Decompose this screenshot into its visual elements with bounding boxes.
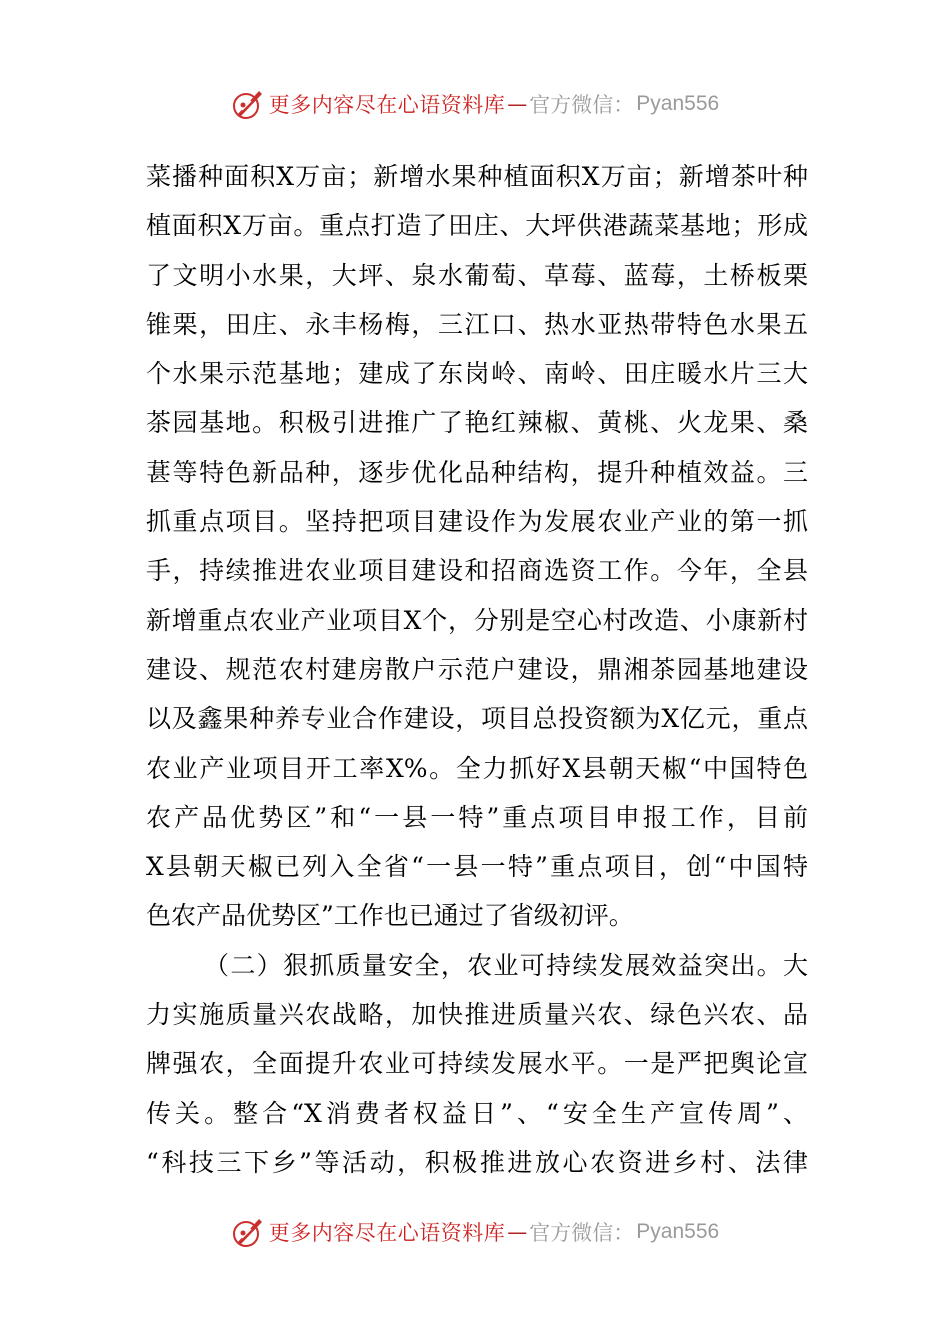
quill-pen-icon [231, 1215, 265, 1249]
text-line: 锥栗，田庄、永丰杨梅，三江口、热水亚热带特色水果五 [146, 309, 808, 339]
text-line: 建设、规范农村建房散户示范户建设，鼎湘茶园基地建设 [146, 654, 808, 684]
text-line: 菜播种面积X万亩；新增水果种植面积X万亩；新增茶叶种 [146, 162, 808, 191]
text-line: 个水果示范基地；建成了东岗岭、南岭、田庄暖水片三大 [146, 359, 808, 389]
text-line: 农产品优势区”和“一县一特”重点项目申报工作，目前 [146, 802, 808, 832]
text-line: “科技三下乡”等活动，积极推进放心农资进乡村、法律 [146, 1147, 808, 1177]
watermark-site-text: 更多内容尽在心语资料库 [268, 1221, 506, 1245]
quill-pen-icon [231, 87, 265, 121]
document-body [146, 152, 808, 1187]
watermark-site-text: 更多内容尽在心语资料库 [268, 93, 506, 117]
watermark-wechat-label: 官方微信： [529, 93, 635, 117]
watermark-banner-top [0, 84, 950, 124]
text-line: 色农产品优势区”工作也已通过了省级初评。 [146, 901, 634, 931]
watermark-wechat-id: Pyan556 [636, 1220, 720, 1243]
watermark-separator: — [507, 92, 528, 116]
text-line: 农业产业项目开工率X%。全力抓好X县朝天椒“中国特色 [146, 753, 808, 783]
watermark-wechat-label: 官方微信： [529, 1221, 635, 1245]
text-line: 植面积X万亩。重点打造了田庄、大坪供港蔬菜基地；形成 [146, 211, 808, 241]
text-line: 手，持续推进农业项目建设和招商选资工作。今年，全县 [146, 556, 808, 586]
watermark-separator: — [507, 1220, 528, 1244]
text-line: 葚等特色新品种，逐步优化品种结构，提升种植效益。三 [146, 457, 808, 487]
text-line: X县朝天椒已列入全省“一县一特”重点项目，创“中国特 [146, 852, 808, 882]
text-line: 抓重点项目。坚持把项目建设作为发展农业产业的第一抓 [146, 507, 808, 537]
text-line: 牌强农，全面提升农业可持续发展水平。一是严把舆论宣 [146, 1049, 808, 1079]
watermark-wechat-id: Pyan556 [636, 92, 720, 115]
text-line: 以及鑫果种养专业合作建设，项目总投资额为X亿元，重点 [146, 704, 808, 734]
text-line: 新增重点农业产业项目X个，分别是空心村改造、小康新村 [146, 605, 808, 635]
text-line: 力实施质量兴农战略，加快推进质量兴农、绿色兴农、品 [146, 1000, 808, 1030]
watermark-banner-bottom [0, 1212, 950, 1252]
section-heading-line: （二）狠抓质量安全，农业可持续发展效益突出。大 [204, 950, 808, 980]
text-line: 茶园基地。积极引进推广了艳红辣椒、黄桃、火龙果、桑 [146, 408, 808, 438]
text-line: 传关。整合“X消费者权益日”、“安全生产宣传周”、 [146, 1098, 808, 1128]
text-line: 了文明小水果，大坪、泉水葡萄、草莓、蓝莓，土桥板栗 [146, 260, 808, 290]
